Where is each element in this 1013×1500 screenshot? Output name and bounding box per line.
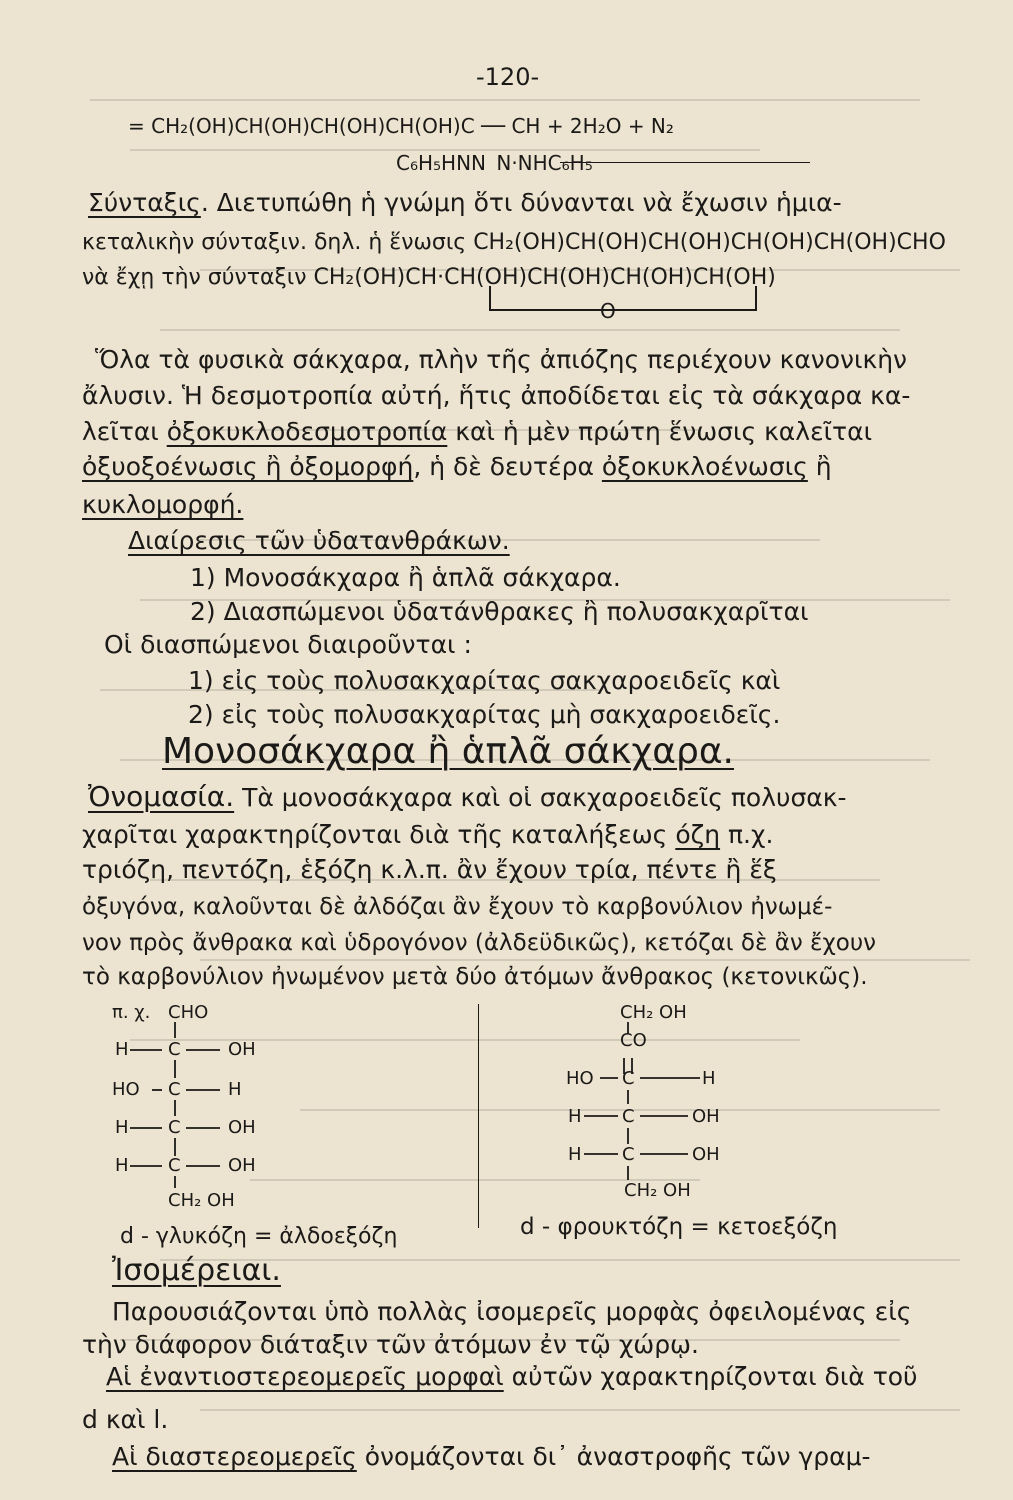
fructose-c4-right: OH <box>692 1106 720 1127</box>
division-sub-intro: Οἱ διασπώμενοι διαιροῦνται : <box>104 630 472 659</box>
glucose-c4-left: H <box>115 1117 129 1138</box>
fructose-c5-right: OH <box>692 1144 720 1165</box>
example-label: π. χ. <box>112 1002 151 1023</box>
naming-text-1: Τὰ μονοσάκχαρα καὶ οἱ σακχαροειδεῖς πολυσακ- <box>234 783 847 812</box>
formula-divider <box>478 1004 479 1228</box>
naming-text-2a: χαρῖται χαρακτηρίζονται διὰ τῆς καταλήξεως <box>82 820 676 849</box>
isomeria-line-2: τὴν διάφορον διάταξιν τῶν ἀτόμων ἐν τῷ χώρῳ. <box>82 1330 699 1359</box>
isomeria-text-5b: ὀνομάζονται δι᾽ ἀναστροφῆς τῶν γραμ- <box>356 1442 871 1471</box>
taut-line-4-b: , ἡ δὲ δευτέρα <box>413 452 602 481</box>
fructose-c3-right: H <box>702 1068 716 1089</box>
naming-text-2c: π.χ. <box>720 820 774 849</box>
ring-oxygen: O <box>600 299 616 323</box>
enantiomer-forms-term: Αἱ ἐναντιοστερεομερεῖς μορφαὶ <box>106 1362 504 1391</box>
oxo-form-term: ὀξυοξοένωσις ἢ ὀξομορφή <box>82 452 414 481</box>
syntaxis-text-3: νὰ ἔχῃ τὴν σύνταξιν CH₂(OH)CH·CH(OH)CH(OH)CH(OH)CH(OH) <box>82 265 776 290</box>
taut-line-3-a: λεῖται <box>82 417 167 446</box>
fructose-c4-left: H <box>568 1106 582 1127</box>
fructose-bottom-group: CH₂ OH <box>624 1180 691 1201</box>
taut-line-3 <box>82 417 872 447</box>
taut-line-4-d: ἢ <box>807 452 832 481</box>
diastereomer-term: Αἱ διαστερεομερεῖς <box>112 1442 357 1471</box>
reaction-line-2: C₆H₅HNN N·NHC₆H₅ <box>396 151 593 175</box>
section-title: Μονοσάκχαρα ἢ ἁπλᾶ σάκχαρα. <box>162 731 734 772</box>
glucose-bonds <box>100 1020 320 1190</box>
isomeria-line-1: Παρουσιάζονται ὑπὸ πολλὰς ἰσομερεῖς μορφὰς ὀφειλομένας εἰς <box>112 1297 912 1326</box>
taut-line-4 <box>82 452 832 482</box>
glucose-c5-right: OH <box>228 1155 256 1176</box>
glucose-c2-left: H <box>115 1039 129 1060</box>
glucose-c2-carbon: C <box>168 1039 181 1060</box>
glucose-top-group: CHO <box>168 1002 209 1023</box>
glucose-c3-right: H <box>228 1079 242 1100</box>
naming-line-5: νον πρὸς ἄνθρακα καὶ ὑδρογόνον (ἀλδεϋδικῶς), κετόζαι δὲ ἂν ἔχουν <box>82 930 876 956</box>
naming-line-4: ὀξυγόνα, καλοῦνται δὲ ἀλδόζαι ἂν ἔχουν τὸ καρβονύλιον ἠνωμέ- <box>82 894 833 920</box>
glucose-c4-carbon: C <box>168 1117 181 1138</box>
glucose-c3-left: HO <box>112 1079 140 1100</box>
fructose-c3-left: HO <box>566 1068 594 1089</box>
naming-line-3: τριόζη, πεντόζη, ἑξόζη κ.λ.π. ἂν ἔχουν τρία, πέντε ἢ ἕξ <box>82 855 777 884</box>
isomeria-line-4: d καὶ l. <box>82 1405 169 1434</box>
ring-bracket <box>470 286 770 322</box>
naming-line-6: τὸ καρβονύλιον ἠνωμένον μετὰ δύο ἀτόμων ἄνθρακος (κετονικῶς). <box>82 964 868 990</box>
reaction-rule <box>560 162 810 163</box>
cyclo-form-term: ὀξοκυκλοένωσις <box>601 452 808 481</box>
glucose-c4-right: OH <box>228 1117 256 1138</box>
syntaxis-text-1: . Διετυπώθη ἡ γνώμη ὅτι δύνανται νὰ ἔχωσιν ἡμια- <box>200 188 842 217</box>
division-sub-1: 1) εἰς τοὺς πολυσακχαρίτας σακχαροειδεῖς καὶ <box>188 666 781 695</box>
ending-oze-term: όζη <box>675 820 721 849</box>
syntaxis-heading: Σύνταξις <box>88 188 201 217</box>
taut-line-3-c: καὶ ἡ μὲν πρώτη ἕνωσις καλεῖται <box>447 417 873 446</box>
oxocyclo-tautomerism-term: ὀξοκυκλοδεσμοτροπία <box>166 417 448 446</box>
naming-line-1 <box>88 782 847 813</box>
isomeria-heading: Ἰσομέρειαι. <box>112 1253 281 1288</box>
division-item-1: 1) Μονοσάκχαρα ἢ ἁπλᾶ σάκχαρα. <box>190 563 621 592</box>
division-item-2: 2) Διασπώμενοι ὑδατάνθρακες ἢ πολυσακχαρῖται <box>190 597 809 626</box>
division-heading: Διαίρεσις τῶν ὑδατανθράκων. <box>128 526 510 555</box>
division-sub-2: 2) εἰς τοὺς πολυσακχαρίτας μὴ σακχαροειδεῖς. <box>188 700 781 729</box>
page-number: -120- <box>476 63 540 91</box>
fructose-caption: d - φρουκτόζη = κετοεξόζη <box>520 1214 838 1240</box>
fructose-bonds <box>560 1020 760 1190</box>
naming-heading: Ὀνομασία. <box>88 780 235 813</box>
glucose-bottom-group: CH₂ OH <box>168 1190 235 1211</box>
taut-line-1: Ὅλα τὰ φυσικὰ σάκχαρα, πλὴν τῆς ἀπιόζης περιέχουν κανονικὴν <box>95 345 908 374</box>
glucose-c3-carbon: C <box>168 1079 181 1100</box>
taut-line-2: ἄλυσιν. Ἡ δεσμοτροπία αὐτή, ἥτις ἀποδίδεται εἰς τὰ σάκχαρα κα- <box>82 381 911 410</box>
taut-line-5: κυκλομορφή. <box>82 490 244 519</box>
fructose-c5-carbon: C <box>622 1144 635 1165</box>
fructose-top-group: CH₂ OH <box>620 1002 687 1023</box>
glucose-c5-left: H <box>115 1155 129 1176</box>
fructose-c4-carbon: C <box>622 1106 635 1127</box>
fructose-c3-carbon: C <box>622 1068 635 1089</box>
isomeria-line-5 <box>112 1442 871 1472</box>
glucose-caption: d - γλυκόζη = ἀλδοεξόζη <box>120 1224 398 1249</box>
fructose-c5-left: H <box>568 1144 582 1165</box>
glucose-c5-carbon: C <box>168 1155 181 1176</box>
reaction-line-1: = CH₂(OH)CH(OH)CH(OH)CH(OH)C ── CH + 2H₂O + N₂ <box>128 114 674 138</box>
syntaxis-paragraph-line-1 <box>88 188 842 218</box>
isomeria-text-3b: αὐτῶν χαρακτηρίζονται διὰ τοῦ <box>503 1362 918 1391</box>
syntaxis-text-2: κεταλικὴν σύνταξιν. δηλ. ἡ ἕνωσις CH₂(OH)CH(OH)CH(OH)CH(OH)CH(OH)CHO <box>82 230 946 255</box>
naming-line-2 <box>82 820 773 850</box>
fructose-carbonyl: CO <box>620 1030 647 1051</box>
isomeria-line-3 <box>106 1362 918 1392</box>
glucose-c2-right: OH <box>228 1039 256 1060</box>
